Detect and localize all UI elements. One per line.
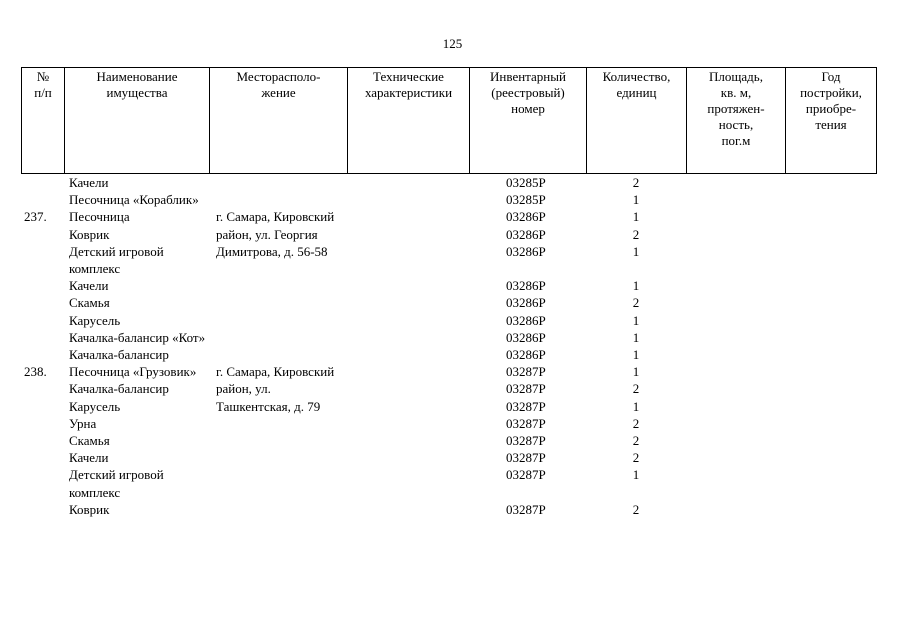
- item-area: [686, 501, 785, 518]
- item-year: [785, 363, 876, 380]
- item-name: Качалка-балансир: [69, 347, 169, 363]
- item-name: Скамья: [69, 295, 110, 311]
- item-year: [785, 191, 876, 208]
- row-number: [21, 174, 64, 191]
- item-year: [785, 415, 876, 432]
- item-area: [686, 208, 785, 225]
- header-cell-location: Месторасполо- жение: [210, 68, 348, 174]
- header-cell-year: Год постройки, приобре- тения: [786, 68, 877, 174]
- row-number: [21, 191, 64, 208]
- row-number: [21, 243, 64, 277]
- item-name: Карусель: [69, 312, 121, 328]
- item-area: [686, 226, 785, 243]
- item-area: [686, 174, 785, 191]
- row-number: [21, 449, 64, 466]
- header-cell-area: Площадь, кв. м, протяжен- ность, пог.м: [687, 68, 786, 174]
- item-name: Коврик: [69, 226, 110, 242]
- item-area: [686, 432, 785, 449]
- inventory-number: 03286Р: [506, 243, 546, 259]
- item-quantity: 2: [632, 175, 640, 190]
- header-cell-name: Наименование имущества: [65, 68, 210, 174]
- item-quantity: 1: [632, 192, 640, 208]
- item-name: Качалка-балансир: [69, 381, 169, 397]
- item-specs: [347, 191, 469, 208]
- table-row: [21, 363, 876, 380]
- item-specs: [347, 415, 469, 432]
- item-year: [785, 312, 876, 329]
- item-year: [785, 329, 876, 346]
- item-specs: [347, 226, 469, 243]
- row-number: [21, 466, 64, 500]
- item-quantity: 1: [632, 312, 640, 328]
- inventory-number: 03287Р: [506, 467, 546, 483]
- item-area: [686, 449, 785, 466]
- item-quantity: 2: [632, 433, 640, 449]
- table-row: [21, 312, 876, 329]
- item-year: [785, 294, 876, 311]
- item-area: [686, 363, 785, 380]
- item-specs: [347, 449, 469, 466]
- item-specs: [347, 346, 469, 363]
- item-year: [785, 208, 876, 225]
- page-number: 125: [442, 36, 463, 51]
- item-specs: [347, 466, 469, 500]
- item-location: г. Самара, Кировский район, ул. Ташкентская, д. 79: [216, 364, 335, 414]
- table-header: [21, 67, 877, 174]
- item-year: [785, 432, 876, 449]
- row-number: [21, 329, 64, 346]
- item-year: [785, 243, 876, 277]
- inventory-number: 03287Р: [506, 433, 546, 449]
- item-area: [686, 294, 785, 311]
- table-row: [21, 380, 876, 397]
- table-row: [21, 449, 876, 466]
- row-number: [21, 380, 64, 397]
- item-quantity: 1: [632, 364, 640, 380]
- item-quantity: 1: [632, 278, 640, 294]
- item-area: [686, 277, 785, 294]
- table-row: [21, 294, 876, 311]
- item-area: [686, 312, 785, 329]
- header-cell-inventory: Инвентарный (реестровый) номер: [470, 68, 587, 174]
- table-row: [21, 329, 876, 346]
- item-name: Качалка-балансир «Кот»: [69, 329, 206, 345]
- item-area: [686, 191, 785, 208]
- inventory-number: 03285Р: [506, 175, 546, 190]
- item-year: [785, 449, 876, 466]
- inventory-number: 03287Р: [506, 364, 546, 380]
- item-quantity: 2: [632, 415, 640, 431]
- item-location: [209, 191, 347, 208]
- row-number: [21, 432, 64, 449]
- inventory-number: 03287Р: [506, 450, 546, 466]
- table-body: [21, 174, 876, 518]
- header-cell-quantity: Количество, единиц: [587, 68, 687, 174]
- item-name: Качели: [69, 175, 109, 190]
- row-number: [21, 312, 64, 329]
- item-specs: [347, 380, 469, 397]
- item-specs: [347, 312, 469, 329]
- inventory-number: 03286Р: [506, 347, 546, 363]
- item-name: Урна: [69, 415, 97, 431]
- item-year: [785, 226, 876, 243]
- table-row: [21, 398, 876, 415]
- inventory-number: 03286Р: [506, 312, 546, 328]
- table-row: [21, 277, 876, 294]
- item-name: Качели: [69, 450, 109, 466]
- item-quantity: 2: [632, 450, 640, 466]
- table-row: [21, 208, 876, 225]
- item-area: [686, 346, 785, 363]
- row-number: [21, 277, 64, 294]
- inventory-number: 03286Р: [506, 329, 546, 345]
- table-row: [21, 174, 876, 191]
- item-area: [686, 380, 785, 397]
- row-number: 237.: [24, 209, 47, 225]
- item-name: Детский игровой комплекс: [69, 467, 164, 500]
- item-year: [785, 277, 876, 294]
- table-row: [21, 346, 876, 363]
- table-row: [21, 501, 876, 518]
- item-name: Песочница «Грузовик»: [69, 364, 197, 380]
- item-specs: [347, 363, 469, 380]
- item-quantity: 2: [632, 295, 640, 311]
- item-specs: [347, 294, 469, 311]
- item-quantity: 2: [632, 501, 640, 517]
- inventory-number: 03286Р: [506, 278, 546, 294]
- table-row: [21, 432, 876, 449]
- item-year: [785, 398, 876, 415]
- table-row: [21, 243, 876, 277]
- item-quantity: 1: [632, 209, 640, 225]
- inventory-number: 03287Р: [506, 501, 546, 517]
- row-number: [21, 501, 64, 518]
- item-specs: [347, 174, 469, 191]
- item-specs: [347, 243, 469, 277]
- header-cell-number: № п/п: [22, 68, 65, 174]
- item-quantity: 2: [632, 381, 640, 397]
- item-year: [785, 501, 876, 518]
- item-area: [686, 466, 785, 500]
- item-quantity: 2: [632, 226, 640, 242]
- table-row: [21, 466, 876, 500]
- item-name: Качели: [69, 278, 109, 294]
- item-quantity: 1: [632, 329, 640, 345]
- table-row: [21, 191, 876, 208]
- table-row: [21, 415, 876, 432]
- item-area: [686, 398, 785, 415]
- item-name: Песочница: [69, 209, 130, 225]
- header-cell-specs: Технические характеристики: [348, 68, 470, 174]
- row-number: [21, 294, 64, 311]
- item-specs: [347, 208, 469, 225]
- item-specs: [347, 329, 469, 346]
- item-year: [785, 380, 876, 397]
- item-year: [785, 346, 876, 363]
- item-name: Коврик: [69, 501, 110, 517]
- row-number: [21, 398, 64, 415]
- item-area: [686, 243, 785, 277]
- item-specs: [347, 398, 469, 415]
- item-name: Карусель: [69, 398, 121, 414]
- inventory-number: 03287Р: [506, 398, 546, 414]
- table-row: [21, 226, 876, 243]
- row-number: [21, 346, 64, 363]
- inventory-number: 03287Р: [506, 381, 546, 397]
- inventory-number: 03286Р: [506, 226, 546, 242]
- item-name: Песочница «Кораблик»: [69, 192, 199, 208]
- item-location: [209, 174, 347, 191]
- inventory-number: 03286Р: [506, 295, 546, 311]
- item-quantity: 1: [632, 467, 640, 483]
- item-year: [785, 466, 876, 500]
- item-specs: [347, 501, 469, 518]
- inventory-number: 03286Р: [506, 209, 546, 225]
- item-quantity: 1: [632, 347, 640, 363]
- item-area: [686, 329, 785, 346]
- item-area: [686, 415, 785, 432]
- inventory-number: 03285Р: [506, 192, 546, 208]
- row-number: [21, 415, 64, 432]
- item-specs: [347, 432, 469, 449]
- item-year: [785, 174, 876, 191]
- row-number: 238.: [24, 364, 47, 380]
- row-number: [21, 226, 64, 243]
- item-quantity: 1: [632, 398, 640, 414]
- item-name: Детский игровой комплекс: [69, 243, 164, 277]
- item-specs: [347, 277, 469, 294]
- item-name: Скамья: [69, 433, 110, 449]
- inventory-number: 03287Р: [506, 415, 546, 431]
- item-location: г. Самара, Кировский район, ул. Георгия Димитрова, д. 56-58: [216, 209, 335, 259]
- item-quantity: 1: [632, 243, 640, 259]
